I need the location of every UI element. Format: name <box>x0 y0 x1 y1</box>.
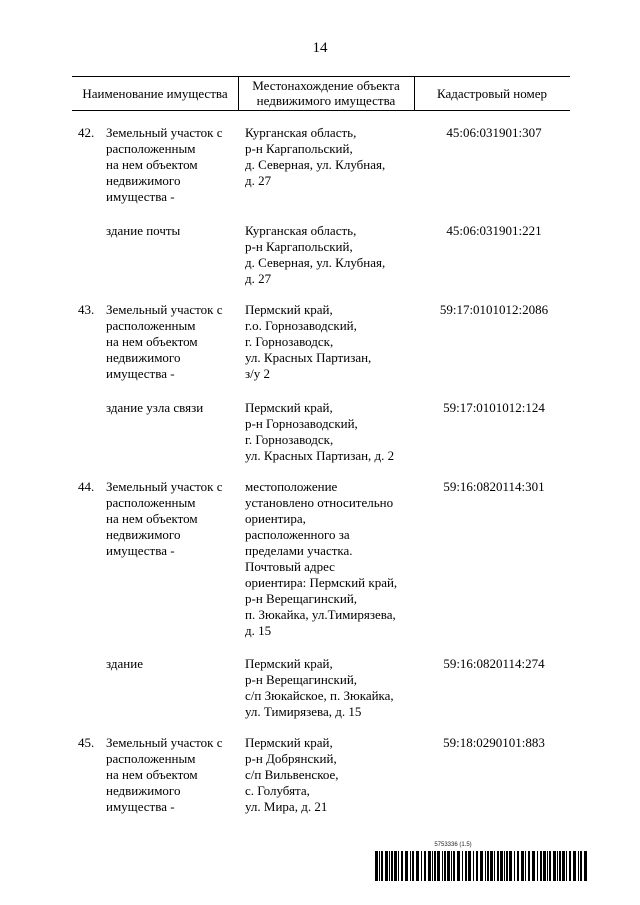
property-name: Земельный участок с расположенным на нем объектом недвижимого имущества - <box>106 479 223 558</box>
row-number: 42. <box>78 125 95 140</box>
barcode-image <box>373 849 589 883</box>
property-location: Курганская область, р-н Каргапольский, д. Северная, ул. Клубная, д. 27 <box>245 125 386 188</box>
property-name: Земельный участок с расположенным на нем объектом недвижимого имущества - <box>106 125 223 204</box>
property-name: здание узла связи <box>106 400 204 415</box>
header-cadastral: Кадастровый номер <box>436 85 548 101</box>
property-location: местоположение установлено относительно ориентира, расположенного за пределами участка. Почтовый адрес ориентира: Пермский край, р-н Верещагинский, п. Зюкайка, ул.Тимирязева, д. 15 <box>245 479 398 638</box>
cadastral-number: 59:17:0101012:124 <box>443 400 545 415</box>
property-name: здание почты <box>106 223 181 238</box>
cadastral-number: 45:06:031901:307 <box>446 125 542 140</box>
property-name: Земельный участок с расположенным на нем объектом недвижимого имущества - <box>106 302 223 381</box>
page-number: 14 <box>312 40 328 56</box>
stamp-code: 5753336 (1.5) <box>434 842 472 848</box>
property-name: здание <box>106 656 143 671</box>
row-number: 43. <box>78 302 95 317</box>
property-name: Земельный участок с расположенным на нем объектом недвижимого имущества - <box>106 735 223 814</box>
cadastral-number: 59:16:0820114:301 <box>443 479 545 494</box>
header-name: Наименование имущества <box>82 85 228 101</box>
cadastral-number: 59:17:0101012:2086 <box>439 302 549 317</box>
property-location: Пермский край, г.о. Горнозаводский, г. Горнозаводск, ул. Красных Партизан, з/у 2 <box>245 302 372 381</box>
property-location: Курганская область, р-н Каргапольский, д. Северная, ул. Клубная, д. 27 <box>245 223 386 286</box>
cadastral-number: 59:16:0820114:274 <box>443 656 545 671</box>
property-location: Пермский край, р-н Добрянский, с/п Вильвенское, с. Голубята, ул. Мира, д. 21 <box>245 735 339 814</box>
property-location: Пермский край, р-н Верещагинский, с/п Зюкайское, п. Зюкайка, ул. Тимирязева, д. 15 <box>245 656 394 719</box>
property-location: Пермский край, р-н Горнозаводский, г. Горнозаводск, ул. Красных Партизан, д. 2 <box>245 400 395 463</box>
cadastral-number: 45:06:031901:221 <box>446 223 542 238</box>
header-location: Местонахождение объекта недвижимого имущества <box>252 78 400 108</box>
table-header-bottom-rule <box>72 110 570 111</box>
row-number: 45. <box>78 735 95 750</box>
document-stamp <box>373 842 589 883</box>
cadastral-number: 59:18:0290101:883 <box>443 735 545 750</box>
row-number: 44. <box>78 479 95 494</box>
